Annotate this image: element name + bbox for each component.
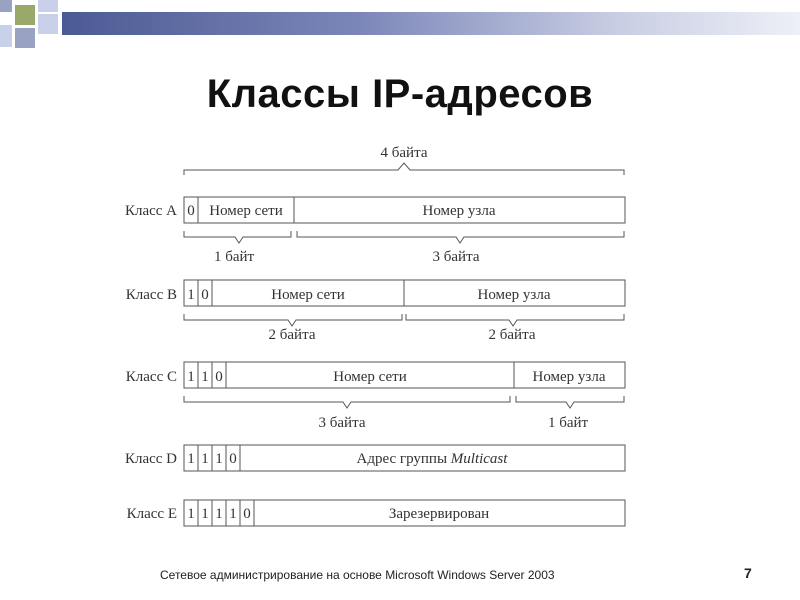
- class-d-group-address: [357, 451, 509, 467]
- class-b-bit-1: 1: [187, 287, 195, 303]
- footer-text: Сетевое администрирование на основе Microsoft Windows Server 2003: [160, 568, 555, 582]
- class-e-bit-1: 1: [187, 506, 195, 522]
- class-b-label: Класс B: [125, 287, 177, 303]
- class-a-bit-0: 0: [187, 203, 195, 219]
- class-a-braces: [184, 231, 624, 243]
- class-e-bit-3: 1: [215, 506, 223, 522]
- class-c-bit-3: 0: [215, 369, 223, 385]
- class-b-row: [184, 280, 625, 306]
- class-b-braces: [184, 314, 624, 326]
- class-d-bit-2: 1: [201, 451, 209, 467]
- slide-title: Классы IP-адресов: [206, 72, 594, 116]
- class-e-bit-4: 1: [229, 506, 237, 522]
- class-c-bit-2: 1: [201, 369, 209, 385]
- class-d-bit-1: 1: [187, 451, 195, 467]
- class-c-braces: [184, 396, 624, 408]
- page-number: 7: [744, 565, 752, 581]
- multicast-text: Multicast: [450, 451, 508, 467]
- class-c-label: Класс C: [125, 369, 177, 385]
- class-b-brace-1: 2 байта: [268, 327, 316, 343]
- class-e-bit-2: 1: [201, 506, 209, 522]
- top-brace-label: 4 байта: [380, 145, 428, 161]
- class-c-brace-1: 3 байта: [318, 415, 366, 431]
- class-c-host: Номер узла: [532, 369, 606, 385]
- class-a-host: Номер узла: [422, 203, 496, 219]
- group-address-text: Адрес группы: [356, 451, 448, 467]
- class-a-brace-2: 3 байта: [432, 249, 480, 265]
- class-e-bit-5: 0: [243, 506, 251, 522]
- class-c-brace-2: 1 байт: [547, 415, 589, 431]
- class-b-brace-2: 2 байта: [488, 327, 536, 343]
- class-a-label: Класс A: [124, 203, 177, 219]
- class-a-brace-1: 1 байт: [213, 249, 255, 265]
- class-d-bit-4: 0: [229, 451, 237, 467]
- class-d-label: Класс D: [124, 451, 177, 467]
- class-b-host: Номер узла: [477, 287, 551, 303]
- top-brace: [184, 163, 624, 175]
- class-c-bit-1: 1: [187, 369, 195, 385]
- class-a-network: Номер сети: [209, 203, 283, 219]
- class-d-bit-3: 1: [215, 451, 223, 467]
- class-e-label: Класс E: [126, 506, 177, 522]
- class-c-network: Номер сети: [333, 369, 407, 385]
- class-b-bit-2: 0: [201, 287, 209, 303]
- class-b-network: Номер сети: [271, 287, 345, 303]
- class-e-reserved: Зарезервирован: [388, 506, 490, 522]
